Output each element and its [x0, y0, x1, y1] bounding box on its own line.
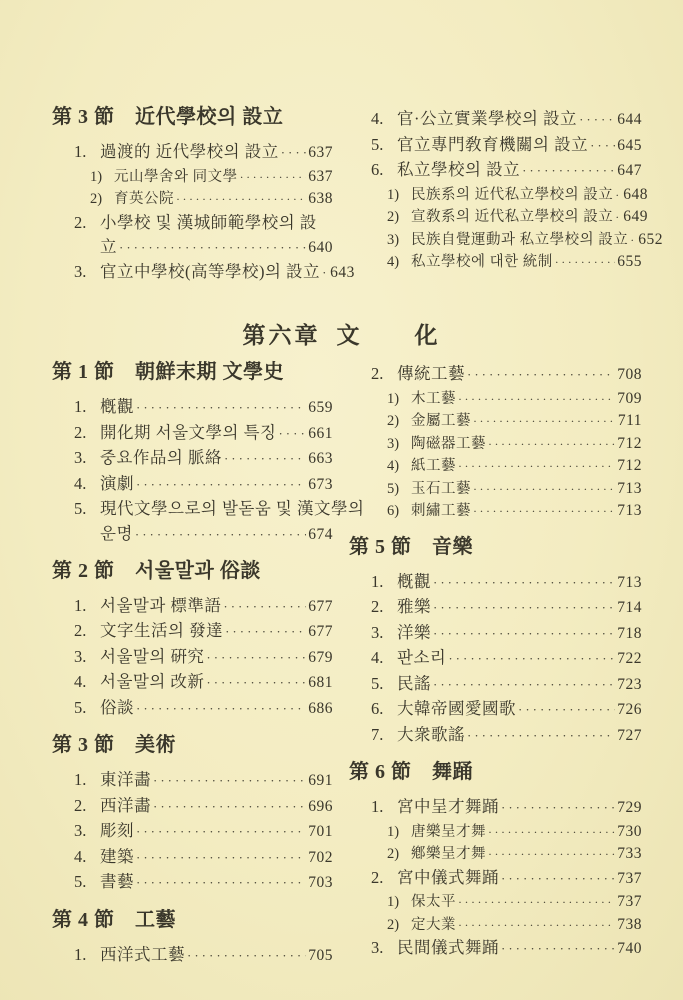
entry-number: 3) — [387, 231, 400, 248]
page-number: 740 — [617, 940, 642, 957]
page-number: 652 — [638, 230, 664, 248]
entry-number: 4) — [387, 458, 400, 474]
dot-leader — [206, 645, 306, 671]
page-number: 726 — [617, 701, 642, 718]
entry-number: 2. — [371, 867, 384, 887]
entry-label: 俗談 — [100, 697, 134, 717]
entry-number: 1) — [387, 186, 400, 203]
entry-number: 3. — [371, 622, 384, 642]
entry-label: 唐樂呈才舞 — [411, 823, 486, 840]
dot-leader — [448, 646, 615, 672]
toc-entry — [52, 594, 333, 620]
dot-leader — [467, 362, 615, 388]
toc-entry — [52, 497, 365, 522]
page-number: 655 — [617, 253, 642, 270]
entry-label: 文字生活의 發達 — [100, 621, 224, 640]
entry-label: 傳統工藝 — [397, 364, 465, 383]
toc-entry — [52, 819, 333, 845]
entry-label: 槪觀 — [397, 571, 431, 591]
toc-entry — [52, 235, 333, 260]
toc-entry — [349, 843, 642, 866]
toc-entry — [349, 866, 642, 892]
entry-label: 雅樂 — [397, 597, 431, 616]
dot-leader — [136, 845, 306, 871]
entry-number: 3. — [74, 821, 87, 840]
toc-column-bottom-right — [349, 362, 642, 962]
dot-leader — [223, 594, 306, 620]
entry-label: 彫刻 — [100, 821, 134, 840]
page-number: 677 — [308, 623, 333, 640]
toc-entry — [349, 478, 642, 501]
page-number: 663 — [308, 450, 333, 467]
toc-section-header: 第 2 節 서울말과 俗談 — [52, 559, 261, 582]
entry-label: 演劇 — [100, 473, 134, 493]
page-number: 708 — [617, 366, 642, 383]
toc-entry — [349, 133, 642, 159]
entry-number: 5. — [74, 499, 87, 518]
entry-label: 過渡的 近代學校의 設立 — [100, 142, 279, 161]
dot-leader — [136, 819, 306, 845]
dot-leader — [630, 230, 636, 252]
page-number: 691 — [308, 772, 333, 789]
entry-number: 1. — [371, 571, 384, 591]
entry-number: 6) — [387, 503, 400, 519]
entry-label: 판소리 — [397, 648, 447, 667]
entry-label: 木工藝 — [411, 390, 456, 407]
dot-leader — [136, 472, 306, 498]
toc-entry — [349, 229, 664, 252]
entry-number: 2. — [74, 795, 87, 815]
entry-number: 3. — [74, 646, 87, 666]
dot-leader — [579, 107, 615, 133]
dot-leader — [136, 696, 306, 722]
entry-label: 東洋畵 — [100, 770, 151, 789]
entry-number: 1. — [371, 797, 384, 816]
toc-entry — [52, 166, 333, 189]
toc-entry — [349, 723, 642, 749]
page-number: 730 — [617, 822, 642, 840]
entry-label: 大韓帝國愛國歌 — [397, 699, 516, 718]
page-number: 727 — [617, 726, 642, 744]
toc-entry — [52, 522, 333, 547]
toc-column-bottom-left — [52, 360, 365, 968]
page-number: 645 — [617, 136, 642, 154]
toc-entry — [349, 914, 642, 937]
toc-entry — [349, 936, 642, 962]
page-number: 737 — [617, 893, 642, 910]
entry-label: 定大業 — [411, 916, 456, 933]
entry-number: 2) — [387, 846, 400, 862]
entry-label: 陶磁器工藝 — [411, 435, 486, 452]
page-number: 673 — [308, 475, 333, 493]
entry-number: 2) — [387, 916, 400, 933]
entry-number: 1) — [387, 823, 400, 840]
entry-label: 現代文學으로의 발돋움 및 漢文學의 — [100, 499, 365, 518]
page-number: 679 — [308, 648, 333, 666]
entry-label: 운명 — [100, 523, 133, 543]
entry-number: 3. — [74, 448, 87, 467]
entry-label: 民族系의 近代私立學校의 設立 — [411, 186, 614, 203]
page-number: 703 — [308, 874, 333, 891]
dot-leader — [518, 697, 615, 723]
dot-leader — [119, 235, 306, 260]
entry-number: 2. — [74, 422, 87, 442]
toc-entry — [52, 211, 333, 236]
page-number: 643 — [330, 264, 355, 281]
page-number: 677 — [308, 597, 333, 615]
page-number: 713 — [617, 502, 642, 519]
toc-entry — [52, 472, 333, 498]
entry-label: 民族自覺運動과 私立學校의 設立 — [411, 231, 629, 248]
toc-entry — [52, 446, 333, 472]
entry-number: 5) — [387, 480, 400, 497]
toc-entry — [349, 795, 642, 821]
toc-entry — [349, 433, 642, 456]
entry-label: 西洋式工藝 — [100, 944, 185, 964]
entry-number: 5. — [371, 134, 384, 154]
dot-leader — [501, 936, 615, 962]
entry-label: 玉石工藝 — [411, 480, 471, 497]
entry-number: 2. — [74, 212, 87, 232]
toc-entry — [52, 870, 333, 896]
page-number: 733 — [617, 845, 642, 862]
toc-entry — [52, 943, 333, 969]
toc-column-top-right — [349, 107, 664, 274]
dot-leader — [136, 870, 306, 896]
page-number: 737 — [617, 869, 642, 887]
entry-number: 6. — [371, 160, 384, 179]
toc-entry — [349, 821, 642, 844]
page-number: 661 — [308, 424, 333, 442]
entry-number: 1. — [74, 595, 87, 615]
toc-entry — [52, 188, 333, 211]
toc-entry — [349, 646, 642, 672]
entry-number: 2. — [371, 364, 384, 383]
entry-label: 小學校 및 漢城師範學校의 設 — [100, 212, 317, 232]
entry-label: 刺繡工藝 — [411, 503, 471, 519]
toc-entry — [349, 158, 642, 184]
page-number: 723 — [617, 675, 642, 693]
toc-section-header: 第 4 節 工藝 — [52, 908, 176, 931]
page-number: 647 — [617, 162, 642, 179]
toc-section-header: 第 1 節 朝鮮末期 文學史 — [52, 361, 284, 383]
entry-label: 紙工藝 — [411, 458, 456, 474]
page-number: 738 — [617, 915, 642, 933]
entry-number: 1. — [74, 397, 87, 416]
entry-label: 官立專門敎育機關의 設立 — [397, 134, 589, 154]
page-number: 659 — [308, 399, 333, 416]
toc-entry — [52, 395, 333, 421]
entry-number: 2. — [371, 597, 384, 616]
toc-entry — [52, 421, 333, 447]
page-number: 722 — [617, 650, 642, 667]
page-number: 713 — [617, 573, 642, 591]
dot-leader — [322, 260, 328, 286]
page-number: 637 — [308, 144, 333, 161]
toc-entry — [349, 455, 642, 478]
toc-section-header: 第 6 節 舞踊 — [349, 761, 473, 783]
toc-entry — [52, 670, 333, 696]
page-number: 686 — [308, 699, 333, 717]
entry-label: 開化期 서울文學의 특징 — [100, 422, 277, 442]
entry-number: 3. — [74, 262, 87, 281]
dot-leader — [522, 158, 615, 184]
dot-leader — [153, 794, 306, 820]
toc-entry — [349, 362, 642, 388]
toc-entry — [349, 697, 642, 723]
page-number: 649 — [623, 208, 649, 225]
entry-label: 洋樂 — [397, 622, 431, 642]
entry-number: 6. — [371, 699, 384, 718]
entry-label: 書藝 — [100, 872, 134, 891]
toc-entry — [349, 251, 642, 274]
toc-section-header: 第 5 節 音樂 — [349, 535, 473, 558]
entry-number: 1) — [387, 894, 400, 910]
entry-label: 育英公院 — [114, 191, 174, 207]
entry-number: 1. — [74, 142, 87, 161]
page-number: 644 — [617, 111, 642, 128]
entry-label: 金屬工藝 — [411, 413, 471, 429]
entry-number: 4. — [74, 846, 87, 866]
toc-entry — [349, 206, 649, 229]
toc-entry — [349, 570, 642, 596]
dot-leader — [225, 619, 306, 645]
dot-leader — [488, 844, 615, 866]
entry-number: 2) — [387, 413, 400, 429]
page-number: 681 — [308, 674, 333, 691]
chapter-title: 文 化 — [336, 323, 441, 348]
entry-number: 4) — [387, 254, 400, 270]
toc-entry — [52, 845, 333, 871]
entry-label: 元山學舍와 同文學 — [114, 168, 238, 185]
entry-label: 民謠 — [397, 673, 431, 693]
page-number: 713 — [617, 479, 642, 497]
entry-label: 槪觀 — [100, 397, 134, 416]
dot-leader — [153, 768, 306, 794]
entry-number: 5. — [74, 872, 87, 891]
entry-label: 官立中學校(高等學校)의 設立 — [100, 262, 321, 281]
dot-leader — [136, 395, 306, 421]
entry-label: 保太平 — [411, 894, 456, 910]
chapter-heading — [0, 317, 683, 350]
dot-leader — [176, 189, 306, 211]
page-number: 709 — [617, 389, 642, 407]
entry-number: 1. — [74, 770, 87, 789]
page-number: 729 — [617, 799, 642, 816]
dot-leader — [433, 570, 615, 596]
dot-leader — [501, 866, 615, 892]
toc-entry — [349, 500, 642, 523]
toc-entry — [349, 107, 642, 133]
page-number: 705 — [308, 946, 333, 964]
dot-leader — [473, 479, 615, 501]
page-number: 701 — [308, 823, 333, 840]
dot-leader — [467, 723, 615, 749]
dot-leader — [501, 795, 615, 821]
page-number: 712 — [617, 434, 642, 452]
dot-leader — [135, 522, 306, 547]
entry-label: 官·公立實業學校의 設立 — [397, 109, 578, 128]
toc-entry — [349, 595, 642, 621]
dot-leader — [473, 501, 615, 523]
page-number: 638 — [308, 190, 333, 207]
dot-leader — [458, 892, 615, 914]
toc-entry — [52, 645, 333, 671]
dot-leader — [187, 943, 306, 969]
dot-leader — [473, 411, 616, 433]
page-number: 702 — [308, 848, 333, 866]
entry-number: 1) — [387, 390, 400, 407]
toc-column-top-left — [52, 105, 355, 286]
toc-entry — [52, 696, 333, 722]
entry-number: 3) — [387, 435, 400, 452]
page-number: 712 — [617, 457, 642, 474]
entry-number: 4. — [371, 648, 384, 667]
entry-label: 宣敎系의 近代私立學校의 設立 — [411, 209, 614, 225]
page-number: 637 — [308, 167, 333, 185]
dot-leader — [488, 822, 615, 844]
dot-leader — [458, 915, 615, 937]
entry-number: 2. — [74, 621, 87, 640]
toc-section-header: 第 3 節 近代學校의 設立 — [52, 106, 284, 128]
toc-entry — [52, 140, 333, 166]
entry-number: 4. — [371, 109, 384, 128]
entry-label: 建築 — [100, 846, 134, 866]
page-number: 714 — [617, 599, 642, 616]
entry-number: 5. — [74, 697, 87, 717]
entry-label: 서울말의 硏究 — [100, 646, 205, 666]
dot-leader — [433, 621, 615, 647]
entry-number: 1. — [74, 944, 87, 964]
page-number: 711 — [617, 412, 642, 429]
page-number: 648 — [623, 185, 649, 203]
dot-leader — [240, 167, 307, 189]
page-number: 718 — [617, 624, 642, 642]
toc-entry — [52, 768, 333, 794]
page-number: 640 — [308, 239, 333, 256]
toc-entry — [349, 184, 649, 207]
toc-section-header: 第 3 節 美術 — [52, 734, 176, 756]
entry-label: 서울말의 改新 — [100, 672, 205, 691]
dot-leader — [433, 595, 615, 621]
toc-entry — [349, 388, 642, 411]
dot-leader — [433, 672, 615, 698]
entry-label: 私立學校에 대한 統制 — [411, 254, 553, 270]
entry-number: 5. — [371, 673, 384, 693]
toc-entry — [52, 619, 333, 645]
toc-entry — [52, 794, 333, 820]
dot-leader — [278, 421, 306, 447]
entry-number: 3. — [371, 938, 384, 957]
entry-label: 大衆歌謠 — [397, 724, 465, 744]
entry-number: 2) — [387, 209, 400, 225]
page-number: 674 — [308, 525, 333, 543]
dot-leader — [206, 670, 306, 696]
entry-label: 서울말과 標準語 — [100, 595, 222, 615]
dot-leader — [590, 133, 615, 159]
dot-leader — [615, 207, 621, 229]
entry-number: 2) — [90, 191, 103, 207]
dot-leader — [458, 456, 615, 478]
page-number: 696 — [308, 797, 333, 815]
entry-number: 7. — [371, 724, 384, 744]
entry-label: 宮中呈才舞踊 — [397, 797, 499, 816]
entry-label: 私立學校의 設立 — [397, 160, 521, 179]
entry-label: 民間儀式舞踊 — [397, 938, 499, 957]
entry-label: 鄕樂呈才舞 — [411, 846, 486, 862]
toc-entry — [349, 891, 642, 914]
dot-leader — [224, 446, 306, 472]
entry-label: 西洋畵 — [100, 795, 151, 815]
toc-entry — [52, 260, 355, 286]
entry-label: 立 — [100, 237, 117, 256]
chapter-number: 第六章 — [242, 323, 321, 348]
entry-number: 4. — [74, 473, 87, 493]
dot-leader — [555, 252, 615, 274]
dot-leader — [488, 434, 615, 456]
dot-leader — [281, 140, 307, 166]
dot-leader — [458, 389, 615, 411]
dot-leader — [615, 185, 621, 207]
entry-label: 宮中儀式舞踊 — [397, 867, 499, 887]
toc-entry — [349, 672, 642, 698]
toc-entry — [349, 621, 642, 647]
entry-number: 1) — [90, 168, 103, 185]
entry-label: 중요作品의 脈絡 — [100, 448, 222, 467]
toc-entry — [349, 410, 642, 433]
entry-number: 4. — [74, 672, 87, 691]
